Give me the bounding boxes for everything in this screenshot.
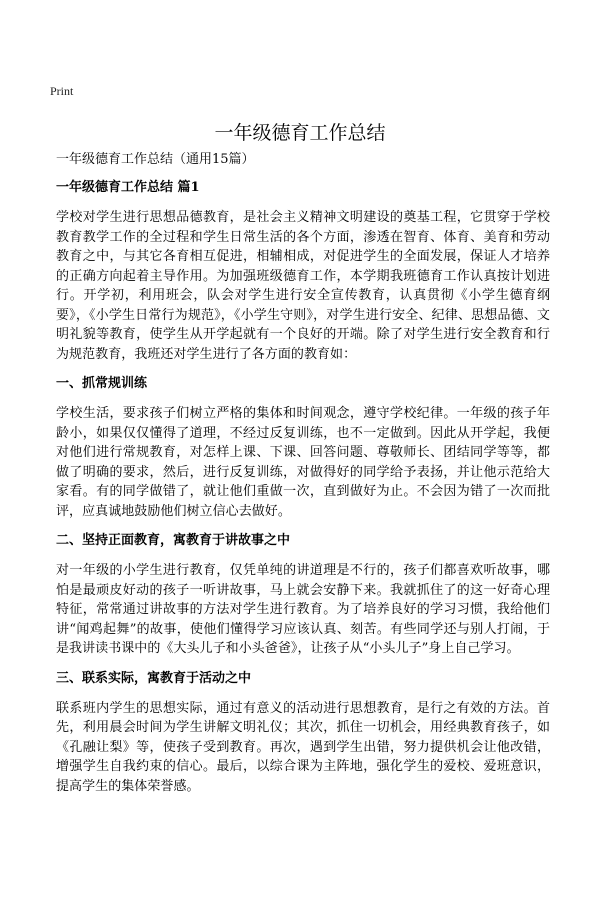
document-subtitle: 一年级德育工作总结（通用15篇） bbox=[56, 152, 255, 167]
section-heading-3: 三、联系实际，寓教育于活动之中 bbox=[56, 670, 252, 686]
section-body-1: 学校生活，要求孩子们树立严格的集体和时间观念，遵守学校纪律。一年级的孩子年龄小，如果仅仅懂得了道理，不经过反复训练，也不一定做到。因此从开学起，我便对他们进行常规教育，对怎样上课、下课、回答问题、尊敬师长、团结同学等等，都做了明确的要求，然后，进行反复训练，对做得好的同学给予表扬，并让他示范给大家看。有的同学做错了，就让他们重做一次，直到做好为止。不会因为错了一次而批评，应真诚地鼓励他们树立信心去做好。 bbox=[56, 406, 550, 519]
section-body-2: 对一年级的小学生进行教育，仅凭单纯的讲道理是不行的，孩子们都喜欢听故事，哪怕是最顽皮好动的孩子一听讲故事，马上就会安静下来。我就抓住了的这一好奇心理特征，常常通过讲故事的方法对学生进行教育。为了培养良好的学习习惯，我给他们讲“闻鸡起舞”的故事，使他们懂得学习应该认真、刻苦。有些同学还与别人打闹，于是我讲读书课中的《大头儿子和小头爸爸》，让孩子从“小头儿子”身上自己学习。 bbox=[56, 563, 550, 656]
document-title: 一年级德育工作总结 bbox=[214, 122, 386, 144]
section-heading-2: 二、坚持正面教育，寓教育于讲故事之中 bbox=[56, 533, 291, 548]
document-body bbox=[56, 152, 550, 808]
part-heading: 一年级德育工作总结 篇1 bbox=[56, 180, 200, 195]
section-body-3: 联系班内学生的思想实际，通过有意义的活动进行思想教育，是行之有效的方法。首先，利用晨会时间为学生讲解文明礼仪；其次，抓住一切机会，用经典教育孩子，如《孔融让梨》等，使孩子受到教育。再次，遇到学生出错，努力提供机会让他改错，增强学生自我约束的信心。最后，以综合课为主阵地，强化学生的爱校、爱班意识，提高学生的集体荣誉感。 bbox=[56, 700, 550, 794]
section-heading-1: 一、抓常规训练 bbox=[56, 376, 148, 391]
print-label: Print bbox=[50, 84, 74, 98]
intro-paragraph: 学校对学生进行思想品德教育，是社会主义精神文明建设的奠基工程，它贯穿于学校教育教学工作的全过程和学生日常生活的各个方面，渗透在智育、体育、美育和劳动教育之中，与其它各育相互促进，相辅相成，对促进学生的全面发展，保证人才培养的正确方向起着主导作用。为加强班级德育工作，本学期我班德育工作认真按计划进行。开学初，利用班会，队会对学生进行安全宣传教育，认真贯彻《小学生德育纲要》，《小学生日常行为规范》，《小学生守则》，对学生进行安全、纪律、思想品德、文明礼貌等教育，使学生从开学起就有一个良好的开端。除了对学生进行安全教育和行为规范教育，我班还对学生进行了各方面的教育如： bbox=[56, 210, 550, 362]
